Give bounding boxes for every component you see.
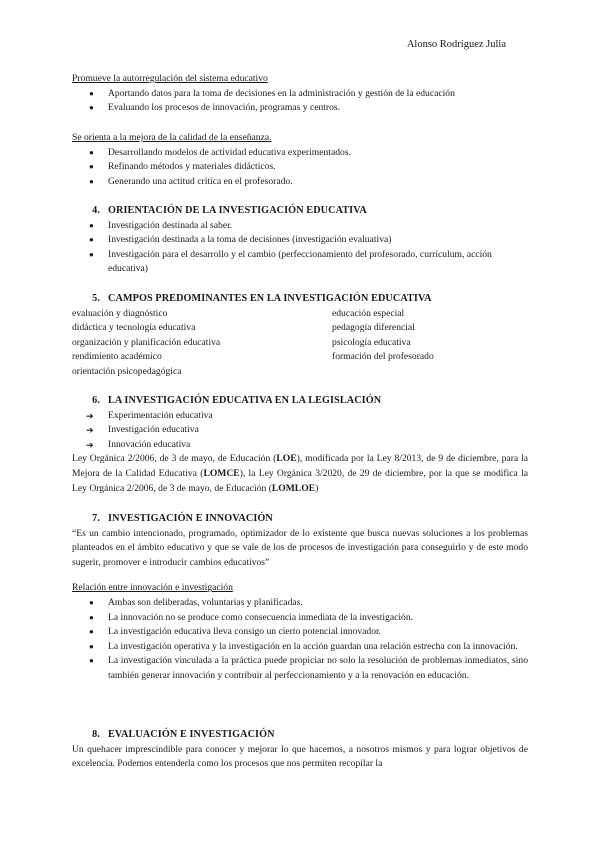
section-5-heading: 5. CAMPOS PREDOMINANTES EN LA INVESTIGACIÓN EDUCATIVA [92, 293, 432, 304]
section-8-paragraph: Un quehacer imprescindible para conocer y mejorar lo que hacemos, a nosotros mismos y para lograr objetivos de excelencia. Podemos entenderla como los procesos que nos permiten recopilar la [72, 743, 528, 770]
list-item: ➔ Innovación educativa [72, 438, 528, 453]
field-item: pedagogía diferencial [332, 322, 415, 334]
fields-column-right [332, 307, 528, 380]
section-6 [72, 394, 528, 496]
field-item: rendimiento académico [72, 351, 162, 363]
list-item: ● La innovación no se produce como consecuencia inmediata de la investigación. [72, 611, 528, 626]
list-item: ● Investigación destinada a la toma de decisiones (investigación evaluativa) [72, 233, 528, 248]
promueve-section [72, 72, 528, 116]
mejora-list [72, 146, 528, 190]
section-7 [72, 512, 528, 684]
section-4 [72, 204, 528, 277]
section-6-heading: 6. LA INVESTIGACIÓN EDUCATIVA EN LA LEGISLACIÓN [92, 395, 382, 406]
author-header: Alonso Rodríguez Julia [406, 39, 506, 50]
list-item: ● Generando una actitud crítica en el profesorado. [72, 175, 528, 190]
relation-title: Relación entre innovación e investigación [72, 582, 233, 594]
field-item: educación especial [332, 307, 405, 319]
section-7-list [72, 596, 528, 684]
promueve-list [72, 87, 528, 116]
section-8 [72, 728, 528, 772]
law-paragraph: Ley Orgánica 2/2006, de 3 de mayo, de Educación (LOE), modificada por la Ley 8/2013, de 9 de diciembre, para la Mejora de la Calidad Educativa (LOMCE), la Ley Orgánica 3/2020, de 29 de diciembre, por la que se modifica la Ley Orgánica 2/2006, de 3 de mayo, de Educación (LOMLOE) [72, 453, 529, 494]
list-item: ● La investigación vinculada a la práctica puede propiciar no solo la resolución de problemas inmediatos, sino también generar innovación y contribuir al perfeccionamiento y a la renovación en educación. [72, 654, 528, 683]
list-item: ➔ Investigación educativa [72, 423, 528, 438]
section-4-list [72, 219, 528, 277]
list-item: ● Investigación para el desarrollo y el cambio (perfeccionamiento del profesorado, currículum, acción educativa) [72, 248, 528, 277]
section-8-heading: 8. EVALUACIÓN E INVESTIGACIÓN [92, 729, 275, 740]
section-5 [72, 292, 528, 380]
list-item: ● Evaluando los procesos de innovación, programas y centros. [72, 101, 528, 116]
field-item: formación del profesorado [332, 351, 434, 363]
section-7-heading: 7. INVESTIGACIÓN E INNOVACIÓN [92, 513, 273, 524]
fields-column-left [72, 307, 332, 380]
list-item: ● Refinando métodos y materiales didácticos. [72, 160, 528, 175]
list-item: ● La investigación educativa lleva consigo un cierto potencial innovador. [72, 625, 528, 640]
mejora-title: Se orienta a la mejora de la calidad de la enseñanza. [72, 132, 272, 143]
list-item: ● La investigación operativa y la investigación en la acción guardan una relación estrecha con la innovación. [72, 640, 528, 655]
list-item: ➔ Experimentación educativa [72, 409, 528, 424]
promueve-title: Promueve la autorregulación del sistema educativo [72, 73, 268, 84]
list-item: ● Aportando datos para la toma de decisiones en la administración y gestión de la educación [72, 87, 528, 102]
field-item: evaluación y diagnóstico [72, 307, 168, 319]
mejora-section [72, 131, 528, 189]
field-item: didáctica y tecnología educativa [72, 322, 196, 334]
field-item: organización y planificación educativa [72, 336, 221, 348]
list-item: ● Desarrollando modelos de actividad educativa experimentados. [72, 146, 528, 161]
fields-columns [72, 307, 528, 380]
innovation-quote: “Es un cambio intencionado, programado, optimizador de lo existente que busca nuevas soluciones a los problemas planteados en el ámbito educativo y que se vale de los de procesos de investigación para conseguirlo y de este modo sugerir, promover e introducir cambios educativos” [72, 527, 528, 568]
field-item: psicología educativa [332, 336, 411, 348]
field-item: orientación psicopedagógica [72, 365, 182, 377]
section-6-list [72, 409, 528, 453]
list-item: ● Ambas son deliberadas, voluntarias y planificadas. [72, 596, 528, 611]
section-4-heading: 4. ORIENTACIÓN DE LA INVESTIGACIÓN EDUCATIVA [92, 205, 367, 216]
list-item: ● Investigación destinada al saber. [72, 219, 528, 234]
